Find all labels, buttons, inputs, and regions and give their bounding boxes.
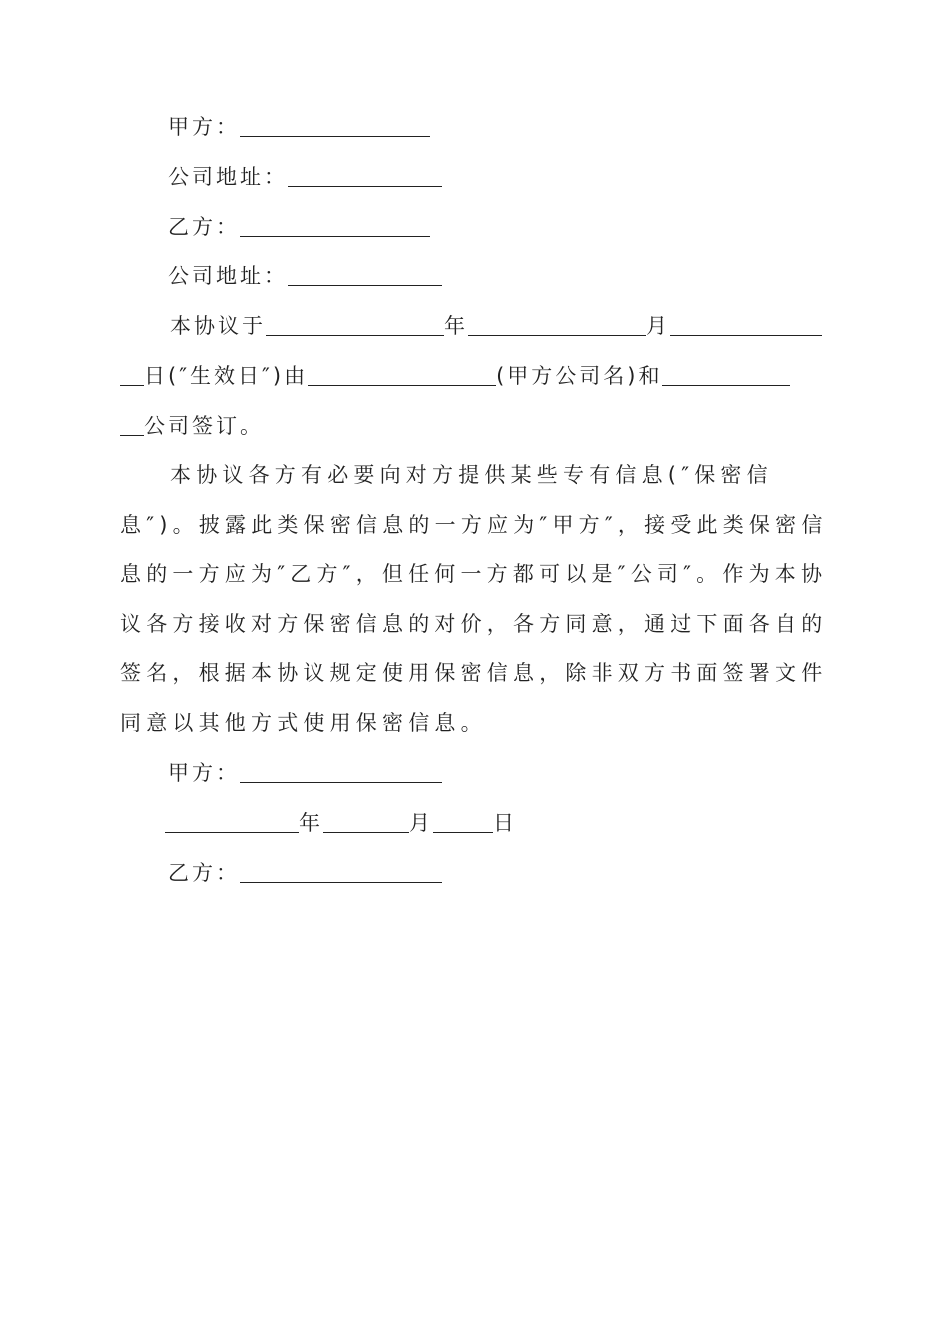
address-a-label: 公司地址： xyxy=(168,165,288,189)
signature-b-label: 乙方： xyxy=(168,861,240,885)
signature-b-line xyxy=(168,858,442,888)
party-a-label: 甲方： xyxy=(168,115,240,139)
sign-month-blank xyxy=(323,810,409,833)
signed-line xyxy=(120,411,264,441)
agreement-month-blank xyxy=(468,313,646,336)
signed-label: 公司签订。 xyxy=(144,414,264,438)
party-b-line xyxy=(168,212,430,242)
sign-date-line xyxy=(165,808,517,838)
address-a-line xyxy=(168,162,442,192)
sign-year-label: 年 xyxy=(299,811,323,835)
signature-a-label: 甲方： xyxy=(168,761,240,785)
company-blank-continued xyxy=(120,413,144,436)
address-a-blank xyxy=(288,164,442,187)
party-a-company-blank xyxy=(308,363,496,386)
signature-a-blank xyxy=(240,760,442,783)
agreement-prefix: 本协议于 xyxy=(170,314,266,338)
address-b-label: 公司地址： xyxy=(168,264,288,288)
agreement-year-label: 年 xyxy=(444,314,468,338)
address-b-blank xyxy=(288,263,442,286)
agreement-day-blank xyxy=(670,313,822,336)
party-a-blank xyxy=(240,114,430,137)
sign-month-label: 月 xyxy=(409,811,433,835)
address-b-line xyxy=(168,261,442,291)
party-b-blank xyxy=(240,214,430,237)
signature-b-blank xyxy=(240,860,442,883)
sign-day-blank xyxy=(433,810,493,833)
day-blank-continued xyxy=(120,363,144,386)
sign-year-blank xyxy=(165,810,299,833)
effective-date-label: 日(″生效日″)由 xyxy=(144,364,309,388)
party-a-company-label: (甲方公司名)和 xyxy=(496,364,663,388)
effective-date-line xyxy=(120,361,790,391)
party-b-label: 乙方： xyxy=(168,215,240,239)
party-a-line xyxy=(168,112,430,142)
sign-day-label: 日 xyxy=(493,811,517,835)
agreement-year-blank xyxy=(266,313,444,336)
body-paragraph: 本协议各方有必要向对方提供某些专有信息(″保密信息″)。披露此类保密信息的一方应为″甲方″，接受此类保密信息的一方应为″乙方″，但任何一方都可以是″公司″。作为本协议各方接收对方保密信息的对价，各方同意，通过下面各自的签名，根据本协议规定使用保密信息，除非双方书面签署文件同意以其他方式使用保密信息。 xyxy=(120,463,828,735)
party-b-company-blank xyxy=(662,363,790,386)
agreement-date-line xyxy=(170,311,822,341)
agreement-month-label: 月 xyxy=(646,314,670,338)
signature-a-line xyxy=(168,758,442,788)
